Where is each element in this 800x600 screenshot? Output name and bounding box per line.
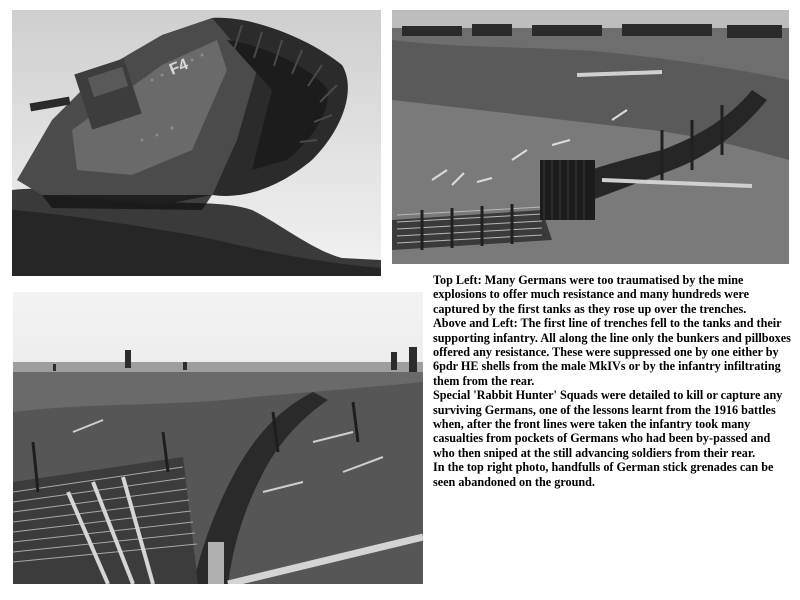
caption-text — [433, 273, 795, 489]
caption-paragraph-top-right-photo: In the top right photo, handfulls of German stick grenades can be seen abandoned on the ground. — [433, 460, 774, 489]
trench-top-photo — [392, 10, 789, 264]
tank-photo — [12, 10, 381, 276]
tank-photo-image — [12, 10, 381, 276]
caption-paragraph-above-and-left: Above and Left: The first line of trenches fell to the tanks and their supporting infantry. All along the line only the bunkers and pillboxes offered any resistance. These were suppressed one by one either by 6pdr HE shells from the male MkIVs or by the infantry infiltrating them from the rear. — [433, 316, 791, 388]
trench-top-photo-image — [392, 10, 789, 264]
trench-bottom-photo-image — [13, 292, 423, 584]
tank-hull-marking: F4 — [167, 55, 191, 79]
caption-paragraph-rabbit-hunter: Special 'Rabbit Hunter' Squads were detailed to kill or capture any surviving Germans, one of the lessons learnt from the 1916 battles when, after the front lines were taken the infantry took many casualties from pockets of Germans who had been by-passed and who then sniped at the still advancing soldiers from their rear. — [433, 388, 783, 460]
trench-bottom-photo — [13, 292, 423, 584]
caption-paragraph-top-left: Top Left: Many Germans were too traumatised by the mine explosions to offer much resistance and many hundreds were captured by the first tanks as they rose up over the trenches. — [433, 273, 749, 316]
